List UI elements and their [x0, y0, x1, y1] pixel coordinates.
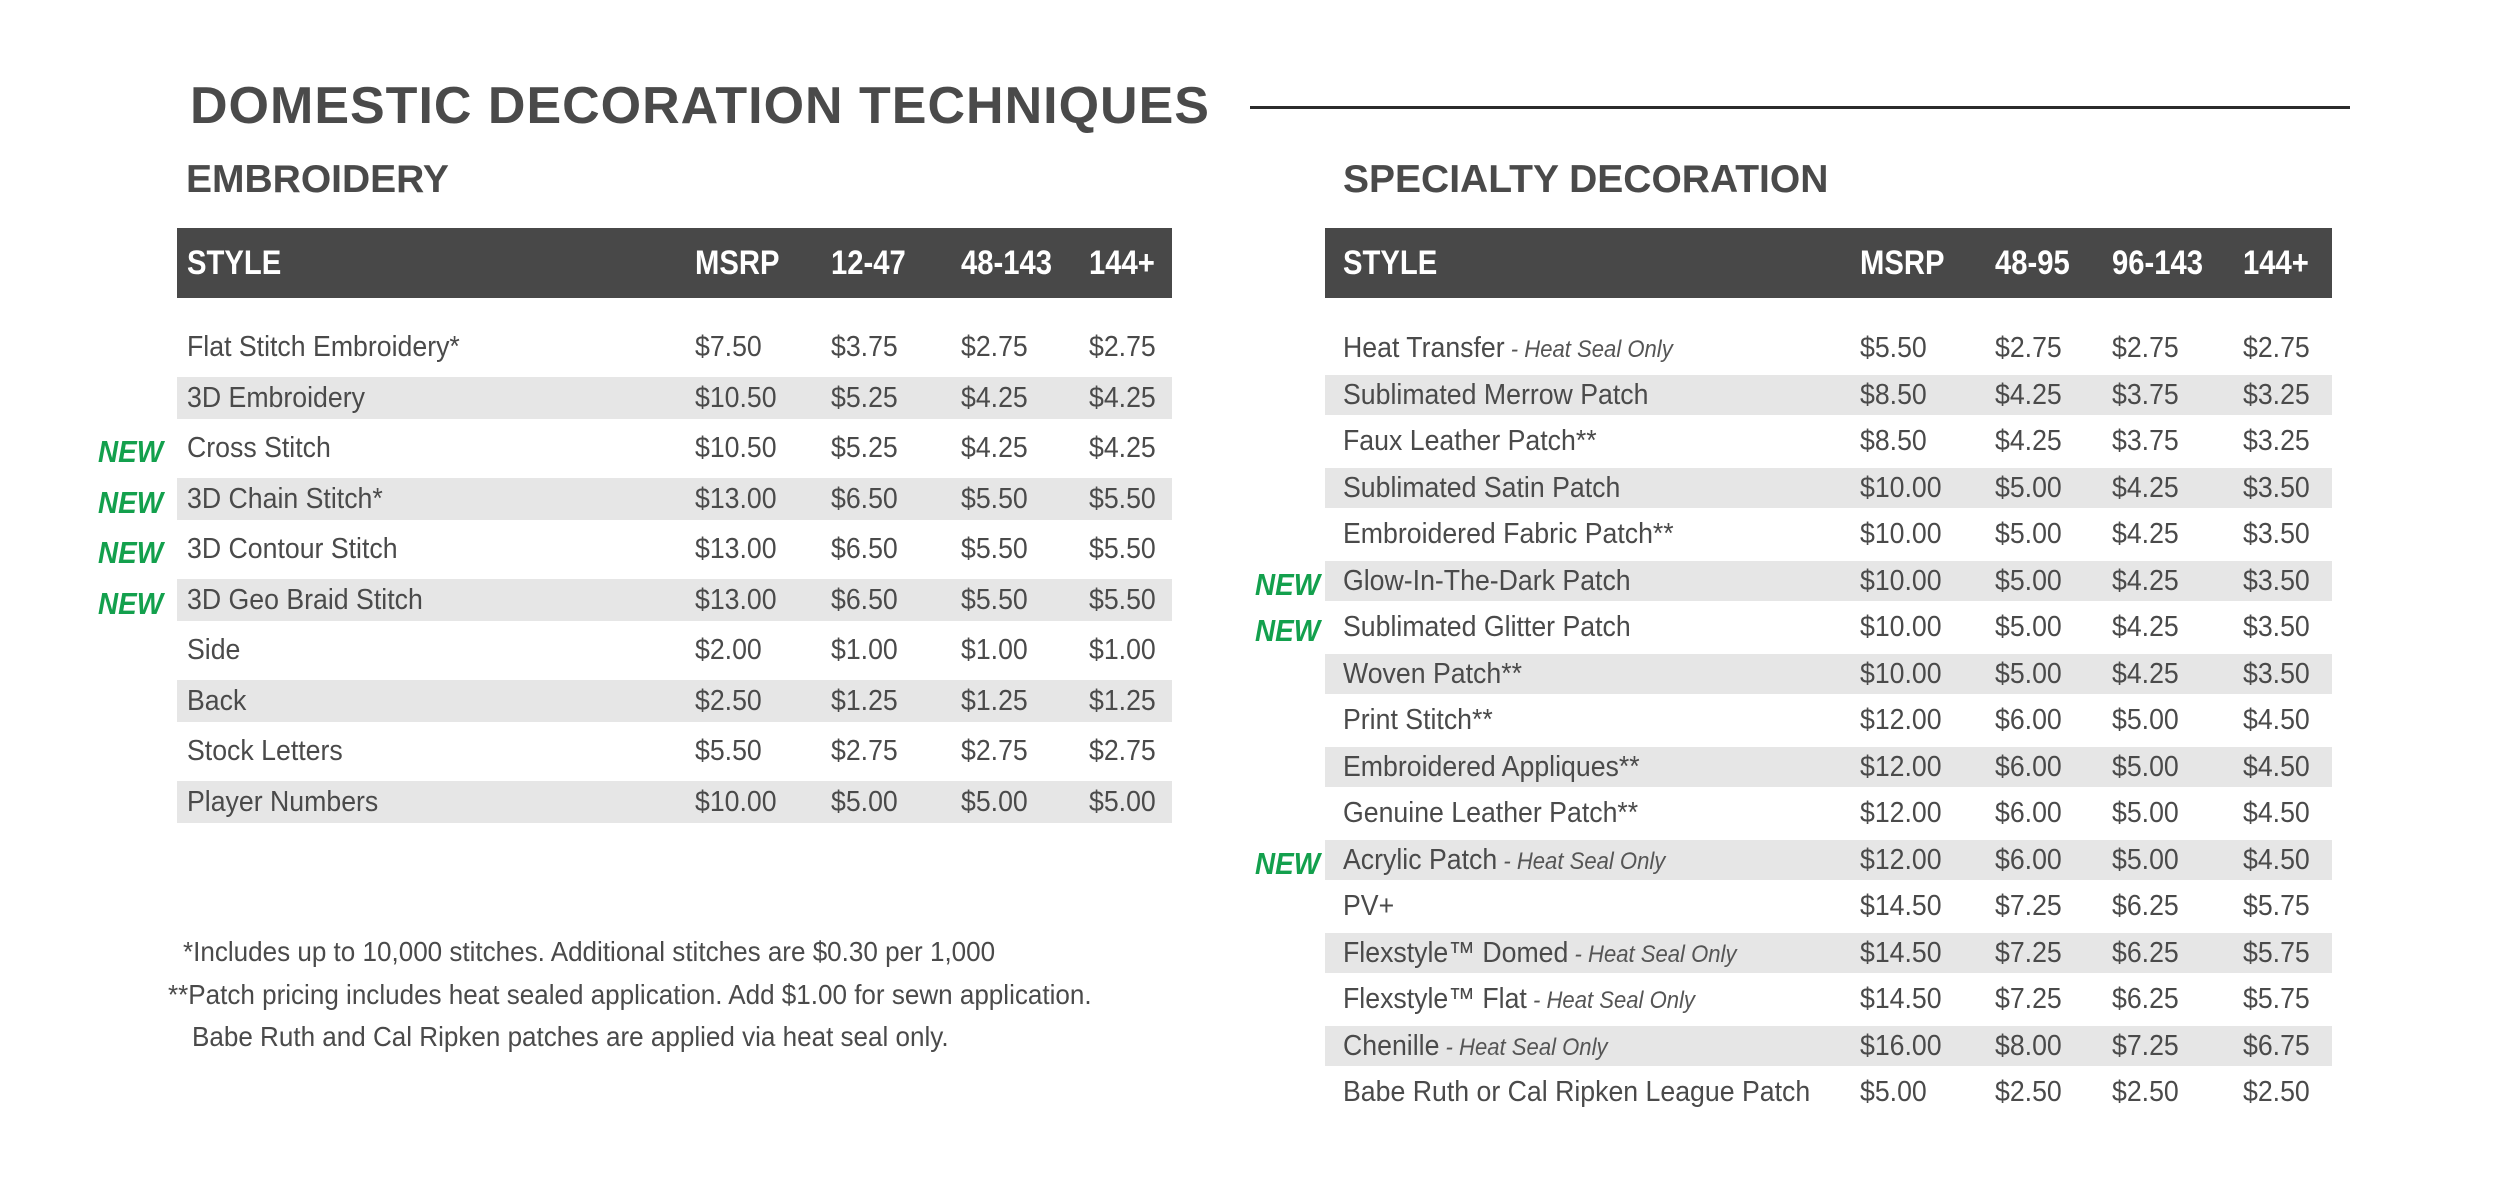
new-badge: NEW — [98, 484, 164, 520]
price-cell: $5.00 — [2112, 750, 2179, 783]
price-cell: $12.00 — [1860, 843, 1942, 876]
style-name: Sublimated Satin Patch — [1343, 471, 1621, 504]
style-name-cell — [1343, 468, 1620, 508]
style-name-cell — [1343, 793, 1638, 833]
price-cell: $1.25 — [831, 684, 898, 717]
specialty-header-4: 144+ — [2243, 244, 2309, 282]
price-cell: $4.50 — [2243, 843, 2310, 876]
price-cell: $4.50 — [2243, 750, 2310, 783]
price-cell: $12.00 — [1860, 797, 1942, 829]
embroidery-header-3: 48-143 — [961, 244, 1053, 282]
style-note: - Heat Seal Only — [1497, 847, 1666, 875]
price-cell: $10.00 — [1860, 471, 1942, 504]
table-row — [1325, 840, 2332, 880]
style-name: Heat Transfer — [1343, 332, 1505, 364]
price-cell: $6.00 — [1995, 704, 2062, 736]
price-cell: $6.00 — [1995, 750, 2062, 783]
style-name: 3D Embroidery — [187, 381, 365, 414]
price-cell: $12.00 — [1860, 750, 1942, 783]
style-name: 3D Contour Stitch — [187, 533, 398, 565]
price-cell: $2.50 — [2112, 1076, 2179, 1108]
price-cell: $5.00 — [1995, 657, 2062, 690]
price-cell: $4.25 — [2112, 518, 2179, 550]
price-cell: $5.00 — [1089, 785, 1156, 818]
price-cell: $4.25 — [2112, 657, 2179, 690]
price-cell: $7.25 — [1995, 936, 2062, 969]
style-name: Player Numbers — [187, 785, 379, 818]
style-name-cell — [187, 377, 365, 419]
price-cell: $5.00 — [1995, 611, 2062, 643]
embroidery-header-1: MSRP — [695, 244, 780, 282]
style-name: Embroidered Appliques** — [1343, 750, 1640, 783]
price-cell: $6.25 — [2112, 983, 2179, 1015]
footnote-stitches: *Includes up to 10,000 stitches. Additional stitches are $0.30 per 1,000 — [183, 936, 996, 967]
price-cell: $5.50 — [1089, 533, 1156, 565]
style-name-cell — [1343, 654, 1522, 694]
price-cell: $2.75 — [2243, 332, 2310, 364]
price-cell: $2.75 — [961, 735, 1028, 767]
price-cell: $2.75 — [2112, 332, 2179, 364]
price-cell: $6.50 — [831, 533, 898, 565]
price-cell: $6.75 — [2243, 1029, 2310, 1062]
price-cell: $5.75 — [2243, 936, 2310, 969]
price-cell: $4.50 — [2243, 797, 2310, 829]
new-badge: NEW — [98, 535, 164, 570]
style-name: PV+ — [1343, 890, 1395, 922]
price-cell: $6.00 — [1995, 843, 2062, 876]
price-cell: $13.00 — [695, 583, 777, 616]
table-row — [1325, 654, 2332, 694]
style-name-cell — [1343, 561, 1631, 601]
style-name-cell — [1343, 375, 1648, 415]
price-cell: $10.00 — [695, 785, 777, 818]
table-row — [1325, 421, 2332, 461]
new-badge: NEW — [1255, 845, 1321, 881]
price-cell: $5.00 — [2112, 704, 2179, 736]
price-cell: $5.50 — [695, 735, 762, 767]
price-cell: $4.25 — [961, 381, 1028, 414]
price-cell: $5.50 — [1860, 332, 1927, 364]
price-cell: $7.25 — [2112, 1029, 2179, 1062]
table-row — [177, 781, 1172, 823]
style-name-cell — [1343, 747, 1640, 787]
embroidery-header-4: 144+ — [1089, 244, 1155, 282]
price-cell: $3.75 — [2112, 425, 2179, 457]
price-cell: $10.50 — [695, 432, 777, 464]
style-name-cell — [1343, 700, 1493, 740]
price-cell: $10.00 — [1860, 611, 1942, 643]
style-name-cell — [187, 326, 460, 368]
price-cell: $2.75 — [961, 331, 1028, 363]
style-note: - Heat Seal Only — [1568, 940, 1737, 968]
table-row — [1325, 561, 2332, 601]
table-row — [1325, 700, 2332, 740]
style-name: 3D Chain Stitch* — [187, 482, 383, 515]
price-cell: $5.00 — [2112, 797, 2179, 829]
price-cell: $6.25 — [2112, 936, 2179, 969]
style-name-cell — [187, 579, 423, 621]
price-cell: $5.50 — [1089, 583, 1156, 616]
style-name-cell — [1343, 607, 1631, 647]
price-cell: $6.50 — [831, 482, 898, 515]
table-row — [1325, 1026, 2332, 1066]
style-name-cell — [1343, 1026, 1608, 1066]
price-cell: $5.00 — [2112, 843, 2179, 876]
style-note: - Heat Seal Only — [1526, 987, 1695, 1014]
price-cell: $2.50 — [1995, 1076, 2062, 1108]
price-cell: $2.50 — [2243, 1076, 2310, 1108]
table-row — [1325, 375, 2332, 415]
price-cell: $2.75 — [1995, 332, 2062, 364]
price-cell: $3.25 — [2243, 425, 2310, 457]
price-cell: $7.50 — [695, 331, 762, 363]
style-name: Flexstyle™ Domed — [1343, 936, 1569, 969]
price-cell: $14.50 — [1860, 983, 1942, 1015]
style-name: Cross Stitch — [187, 432, 331, 464]
price-cell: $2.00 — [695, 634, 762, 666]
price-cell: $3.50 — [2243, 611, 2310, 643]
style-name: 3D Geo Braid Stitch — [187, 583, 423, 616]
style-name-cell — [1343, 933, 1737, 973]
new-badge: NEW — [98, 434, 164, 469]
price-cell: $5.50 — [1089, 482, 1156, 515]
price-cell: $1.25 — [1089, 684, 1156, 717]
style-name-cell — [1343, 514, 1674, 554]
price-cell: $4.25 — [1995, 425, 2062, 457]
table-row — [1325, 793, 2332, 833]
price-cell: $3.25 — [2243, 378, 2310, 411]
embroidery-section-title: EMBROIDERY — [186, 158, 449, 201]
price-cell: $10.00 — [1860, 657, 1942, 690]
style-note: - Heat Seal Only — [1439, 1033, 1608, 1061]
price-cell: $5.75 — [2243, 983, 2310, 1015]
price-cell: $5.50 — [961, 533, 1028, 565]
specialty-header-0: STYLE — [1343, 244, 1438, 282]
table-row — [1325, 933, 2332, 973]
style-name-cell — [1343, 1072, 1810, 1112]
table-row — [177, 326, 1172, 368]
price-cell: $10.50 — [695, 381, 777, 414]
style-name: Print Stitch** — [1343, 704, 1493, 736]
price-cell: $3.50 — [2243, 564, 2310, 597]
price-cell: $5.00 — [961, 785, 1028, 818]
price-cell: $3.50 — [2243, 471, 2310, 504]
table-row — [177, 579, 1172, 621]
price-cell: $3.75 — [2112, 378, 2179, 411]
price-cell: $5.50 — [961, 583, 1028, 616]
embroidery-header-row — [177, 228, 1172, 298]
style-name: Side — [187, 634, 241, 666]
table-row — [1325, 886, 2332, 926]
embroidery-header-2: 12-47 — [831, 244, 906, 282]
style-name: Embroidered Fabric Patch** — [1343, 518, 1674, 550]
table-row — [177, 377, 1172, 419]
price-cell: $3.75 — [831, 331, 898, 363]
style-name: Babe Ruth or Cal Ripken League Patch — [1343, 1076, 1811, 1108]
price-cell: $10.00 — [1860, 518, 1942, 550]
table-row — [177, 427, 1172, 469]
title-divider — [1250, 106, 2350, 109]
style-name-cell — [187, 478, 383, 520]
table-row — [1325, 747, 2332, 787]
price-cell: $8.00 — [1995, 1029, 2062, 1062]
new-badge: NEW — [98, 585, 164, 621]
table-row — [1325, 328, 2332, 368]
specialty-header-1: MSRP — [1860, 244, 1945, 282]
style-name: Genuine Leather Patch** — [1343, 797, 1639, 829]
style-name-cell — [1343, 328, 1673, 368]
price-cell: $4.25 — [2112, 564, 2179, 597]
style-name: Glow-In-The-Dark Patch — [1343, 564, 1631, 597]
price-cell: $4.25 — [2112, 471, 2179, 504]
price-cell: $2.75 — [1089, 331, 1156, 363]
price-cell: $4.25 — [2112, 611, 2179, 643]
style-name: Flexstyle™ Flat — [1343, 983, 1527, 1015]
table-row — [177, 680, 1172, 722]
price-cell: $1.00 — [961, 634, 1028, 666]
table-row — [177, 478, 1172, 520]
style-name: Faux Leather Patch** — [1343, 425, 1597, 457]
price-cell: $1.25 — [961, 684, 1028, 717]
style-name: Flat Stitch Embroidery* — [187, 331, 460, 363]
table-row — [1325, 514, 2332, 554]
price-cell: $14.50 — [1860, 890, 1942, 922]
price-cell: $4.25 — [961, 432, 1028, 464]
price-cell: $5.00 — [1995, 518, 2062, 550]
new-badge: NEW — [1255, 566, 1321, 602]
style-name: Woven Patch** — [1343, 657, 1522, 690]
price-cell: $3.50 — [2243, 657, 2310, 690]
price-cell: $3.50 — [2243, 518, 2310, 550]
specialty-header-3: 96-143 — [2112, 244, 2204, 282]
table-row — [177, 528, 1172, 570]
footnote-patch-pricing: **Patch pricing includes heat sealed application. Add $1.00 for sewn application. — [168, 979, 1092, 1010]
specialty-header-2: 48-95 — [1995, 244, 2070, 282]
style-name: Sublimated Merrow Patch — [1343, 378, 1649, 411]
style-name-cell — [187, 427, 331, 469]
price-cell: $5.00 — [1860, 1076, 1927, 1108]
table-row — [1325, 607, 2332, 647]
footnote-heat-seal: Babe Ruth and Cal Ripken patches are applied via heat seal only. — [192, 1021, 949, 1052]
price-cell: $2.75 — [1089, 735, 1156, 767]
table-row — [177, 730, 1172, 772]
style-name-cell — [187, 629, 240, 671]
price-cell: $13.00 — [695, 533, 777, 565]
price-cell: $8.50 — [1860, 425, 1927, 457]
price-cell: $5.25 — [831, 432, 898, 464]
style-name: Chenille — [1343, 1029, 1440, 1062]
price-cell: $6.50 — [831, 583, 898, 616]
style-name: Back — [187, 684, 247, 717]
price-cell: $4.25 — [1089, 381, 1156, 414]
price-cell: $7.25 — [1995, 983, 2062, 1015]
price-cell: $4.50 — [2243, 704, 2310, 736]
price-cell: $5.50 — [961, 482, 1028, 515]
style-name-cell — [187, 528, 398, 570]
style-note: - Heat Seal Only — [1504, 336, 1673, 363]
style-name-cell — [1343, 979, 1695, 1019]
price-cell: $13.00 — [695, 482, 777, 515]
style-name: Stock Letters — [187, 735, 343, 767]
style-name-cell — [187, 730, 343, 772]
price-cell: $7.25 — [1995, 890, 2062, 922]
price-cell: $12.00 — [1860, 704, 1942, 736]
table-row — [1325, 979, 2332, 1019]
price-cell: $5.75 — [2243, 890, 2310, 922]
style-name-cell — [187, 680, 246, 722]
table-row — [1325, 468, 2332, 508]
style-name-cell — [1343, 886, 1394, 926]
specialty-section-title: SPECIALTY DECORATION — [1343, 158, 1829, 201]
style-name: Acrylic Patch — [1343, 843, 1498, 876]
style-name: Sublimated Glitter Patch — [1343, 611, 1631, 643]
price-cell: $2.75 — [831, 735, 898, 767]
style-name-cell — [1343, 421, 1597, 461]
specialty-header-row — [1325, 228, 2332, 298]
price-cell: $14.50 — [1860, 936, 1942, 969]
price-cell: $4.25 — [1089, 432, 1156, 464]
style-name-cell — [1343, 840, 1665, 880]
price-cell: $5.00 — [1995, 564, 2062, 597]
price-cell: $10.00 — [1860, 564, 1942, 597]
price-cell: $1.00 — [831, 634, 898, 666]
table-row — [177, 629, 1172, 671]
new-badge: NEW — [1255, 613, 1321, 648]
embroidery-header-0: STYLE — [187, 244, 282, 282]
price-cell: $4.25 — [1995, 378, 2062, 411]
price-cell: $5.25 — [831, 381, 898, 414]
price-cell: $1.00 — [1089, 634, 1156, 666]
price-cell: $5.00 — [831, 785, 898, 818]
price-cell: $8.50 — [1860, 378, 1927, 411]
table-row — [1325, 1072, 2332, 1112]
price-cell: $2.50 — [695, 684, 762, 717]
style-name-cell — [187, 781, 378, 823]
page-title: DOMESTIC DECORATION TECHNIQUES — [190, 77, 1210, 135]
price-cell: $5.00 — [1995, 471, 2062, 504]
price-cell: $16.00 — [1860, 1029, 1942, 1062]
price-cell: $6.25 — [2112, 890, 2179, 922]
price-cell: $6.00 — [1995, 797, 2062, 829]
